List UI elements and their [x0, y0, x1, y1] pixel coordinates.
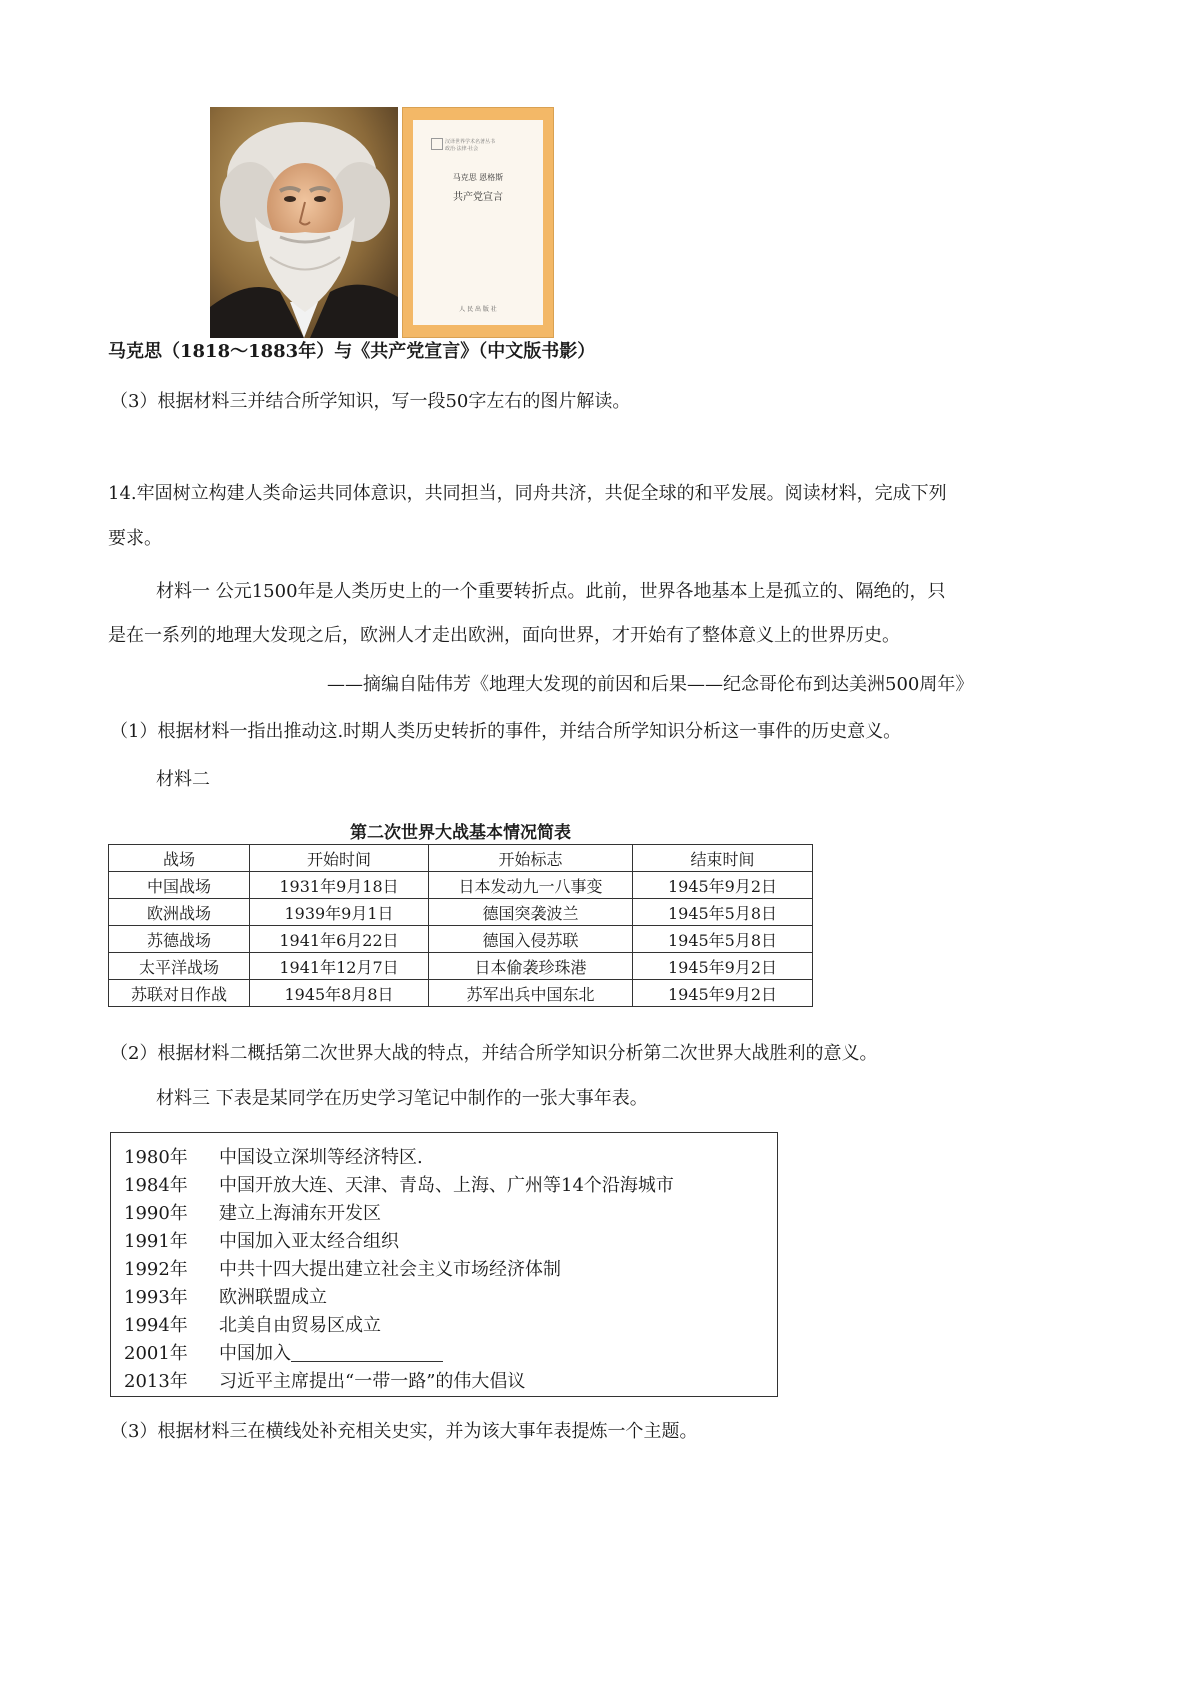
table-cell: 1945年9月2日: [633, 872, 813, 899]
list-item: [124, 1227, 399, 1253]
list-item: [124, 1255, 561, 1281]
list-item: [124, 1311, 381, 1337]
q14-part1: （1）根据材料一指出推动这.时期人类历史转折的事件，并结合所学知识分析这一事件的历史意义。: [110, 721, 902, 742]
chronology-event: 中国开放大连、天津、青岛、上海、广州等14个沿海城市: [219, 1175, 674, 1196]
table-row: [109, 899, 813, 926]
chronology-event: 北美自由贸易区成立: [219, 1315, 381, 1336]
chronology-year: 2013年: [124, 1371, 188, 1392]
table-row: [109, 980, 813, 1007]
chronology-box: [110, 1132, 778, 1397]
communist-manifesto-book-cover: [402, 107, 554, 338]
material1-line1: 材料一 公元1500年是人类历史上的一个重要转折点。此前，世界各地基本上是孤立的、隔绝的，只: [156, 581, 946, 602]
table-cell: 苏德战场: [109, 926, 250, 953]
table-cell: 中国战场: [109, 872, 250, 899]
list-item: [124, 1367, 525, 1393]
table-cell: 苏军出兵中国东北: [429, 980, 633, 1007]
chronology-event: 中国加入: [219, 1343, 291, 1364]
table-cell: 1939年9月1日: [250, 899, 429, 926]
table-cell: 1941年6月22日: [250, 926, 429, 953]
list-item: [124, 1171, 674, 1197]
book-authors: 马克思 恩格斯: [452, 173, 504, 182]
book-title: 共产党宣言: [453, 192, 503, 203]
table-cell: 1945年5月8日: [633, 926, 813, 953]
material3-intro: 材料三 下表是某同学在历史学习笔记中制作的一张大事年表。: [156, 1088, 648, 1109]
table-cell: 日本发动九一八事变: [429, 872, 633, 899]
chronology-event: 中共十四大提出建立社会主义市场经济体制: [219, 1259, 561, 1280]
table-header-cell: 开始时间: [250, 845, 429, 872]
table-row: [109, 953, 813, 980]
chronology-year: 1992年: [124, 1259, 188, 1280]
chronology-year: 2001年: [124, 1343, 188, 1364]
image-caption: 马克思（1818～1883年）与《共产党宣言》（中文版书影）: [108, 341, 596, 362]
series-mark-icon: [431, 138, 443, 150]
table-row: [109, 926, 813, 953]
list-item: [124, 1199, 381, 1225]
marx-portrait-image: [210, 107, 398, 338]
book-series-line2: 政治·法律·社会: [445, 146, 479, 152]
chronology-year: 1994年: [124, 1315, 188, 1336]
list-item: [124, 1339, 443, 1365]
chronology-event: 欧洲联盟成立: [219, 1287, 327, 1308]
table-cell: 欧洲战场: [109, 899, 250, 926]
table-cell: 德国突袭波兰: [429, 899, 633, 926]
material1-line2: 是在一系列的地理大发现之后，欧洲人才走出欧洲，面向世界，才开始有了整体意义上的世界历史。: [108, 625, 900, 646]
table-header-cell: 战场: [109, 845, 250, 872]
table-cell: 德国入侵苏联: [429, 926, 633, 953]
table-header-row: [109, 845, 813, 872]
table-cell: 1941年12月7日: [250, 953, 429, 980]
table-cell: 日本偷袭珍珠港: [429, 953, 633, 980]
table-row: [109, 872, 813, 899]
chronology-year: 1991年: [124, 1231, 188, 1252]
chronology-event: 中国设立深圳等经济特区.: [219, 1147, 423, 1168]
list-item: [124, 1283, 327, 1309]
q14-stem-line2: 要求。: [108, 528, 162, 549]
chronology-event: 建立上海浦东开发区: [219, 1203, 381, 1224]
table-cell: 苏联对日作战: [109, 980, 250, 1007]
ww2-table-title: 第二次世界大战基本情况简表: [350, 823, 571, 843]
chronology-year: 1980年: [124, 1147, 188, 1168]
book-publisher: 人 民 出 版 社: [459, 306, 497, 313]
list-item: [124, 1143, 423, 1169]
chronology-year: 1984年: [124, 1175, 188, 1196]
table-cell: 1931年9月18日: [250, 872, 429, 899]
q14-part3: （3）根据材料三在横线处补充相关史实，并为该大事年表提炼一个主题。: [110, 1421, 698, 1442]
chronology-year: 1990年: [124, 1203, 188, 1224]
table-cell: 1945年8月8日: [250, 980, 429, 1007]
table-cell: 1945年9月2日: [633, 953, 813, 980]
table-header-cell: 结束时间: [633, 845, 813, 872]
q13-part3: （3）根据材料三并结合所学知识，写一段50字左右的图片解读。: [110, 391, 631, 412]
ww2-table: [108, 844, 813, 1007]
chronology-event: 习近平主席提出“一带一路”的伟大倡议: [219, 1371, 526, 1392]
table-header-cell: 开始标志: [429, 845, 633, 872]
material1-source: ——摘编自陆伟芳《地理大发现的前因和后果——纪念哥伦布到达美洲500周年》: [327, 674, 974, 695]
table-cell: 1945年9月2日: [633, 980, 813, 1007]
q14-part2: （2）根据材料二概括第二次世界大战的特点，并结合所学知识分析第二次世界大战胜利的意义。: [110, 1043, 878, 1064]
answer-blank-line[interactable]: [291, 1343, 443, 1362]
table-cell: 1945年5月8日: [633, 899, 813, 926]
chronology-year: 1993年: [124, 1287, 188, 1308]
book-series-line1: 汉译世界学术名著丛书: [445, 139, 496, 145]
material2-label: 材料二: [156, 769, 210, 790]
chronology-event: 中国加入亚太经合组织: [219, 1231, 399, 1252]
table-cell: 太平洋战场: [109, 953, 250, 980]
q14-stem-line1: 14.牢固树立构建人类命运共同体意识，共同担当，同舟共济，共促全球的和平发展。阅读材料，完成下列: [108, 483, 947, 504]
